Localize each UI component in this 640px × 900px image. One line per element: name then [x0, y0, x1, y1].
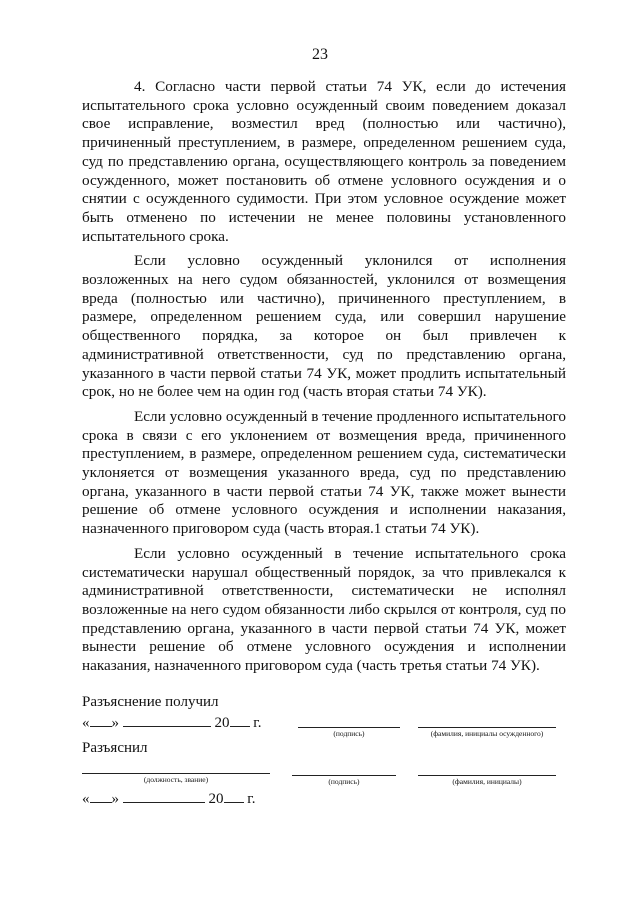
caption-convict-name: (фамилия, инициалы осужденного) [430, 729, 544, 738]
caption-name: (фамилия, инициалы) [452, 777, 522, 786]
paragraph-3: Если условно осужденный в течение продленного испытательного срока в связи с его уклонением от возмещения вреда, причиненного преступлением, в размере, определенном решением суда, систематически уклоняется от возмещения указанного вреда, суд по представлению органа, указанного в части первой статьи 74 УК, также может вынести решение об отмене условного осуждения и исполнении наказания, назначенного приговором суда (часть вторая.1 статьи 74 УК). [82, 407, 566, 538]
document-body [82, 78, 566, 682]
caption-position: (должность, звание) [143, 775, 209, 784]
paragraph-4: Если условно осужденный в течение испытательного срока систематически нарушал общественный порядок, за что привлекался к административной ответственности, систематически не исполнял возложенные на него судом обязанности либо скрылся от контроля, суд по представлению органа, указанного в части первой статьи 74 УК, может вынести решение об отмене условного осуждения и исполнении наказания, назначенного приговором суда (часть третья статьи 74 УК). [82, 544, 566, 675]
day-blank[interactable] [90, 714, 112, 727]
received-date-line [82, 714, 261, 732]
quote-open: « [82, 715, 90, 731]
year-suffix: г. [253, 715, 262, 731]
page-number: 23 [312, 46, 328, 63]
year-suffix-2: г. [247, 791, 256, 807]
quote-close-2: » [111, 791, 119, 807]
caption-signature-2: (подпись) [328, 777, 360, 786]
quote-open-2: « [82, 791, 90, 807]
received-label: Разъяснение получил [82, 694, 219, 710]
year-prefix-2: 20 [208, 791, 224, 807]
paragraph-2: Если условно осужденный уклонился от исполнения возложенных на него судом обязанностей, уклонился от возмещения вреда (полностью или частично), причиненного преступлением, в размере, определенном решением суда, или совершил нарушение общественного порядка, за которое он был привлечен к административной ответственности, суд по представлению органа, указанного в части первой статьи 74 УК, может продлить испытательный срок, но не более чем на один год (часть вторая статьи 74 УК). [82, 252, 566, 401]
name-line[interactable] [418, 775, 556, 776]
explained-date-line [82, 790, 255, 808]
year-prefix: 20 [214, 715, 230, 731]
position-line[interactable] [82, 773, 270, 774]
signature-line-2[interactable] [292, 775, 396, 776]
convict-name-line[interactable] [418, 727, 556, 728]
explained-label: Разъяснил [82, 740, 148, 756]
signature-line-1[interactable] [298, 727, 400, 728]
year-blank-2[interactable] [224, 790, 244, 803]
year-blank[interactable] [230, 714, 250, 727]
caption-signature: (подпись) [333, 729, 365, 738]
day-blank-2[interactable] [90, 790, 112, 803]
quote-close: » [111, 715, 119, 731]
paragraph-1: 4. Согласно части первой статьи 74 УК, если до истечения испытательного срока условно осужденный своим поведением доказал свое исправление, возместил вред (полностью или частично), причиненный преступлением, в размере, определенном решением суда, суд по представлению органа, осуществляющего контроль за поведением осужденного, может постановить об отмене условного осуждения и о снятии с осужденного судимости. При этом условное осуждение может быть отменено по истечении не менее половины установленного испытательного срока. [82, 78, 566, 245]
month-blank-2[interactable] [123, 790, 205, 803]
month-blank[interactable] [123, 714, 211, 727]
